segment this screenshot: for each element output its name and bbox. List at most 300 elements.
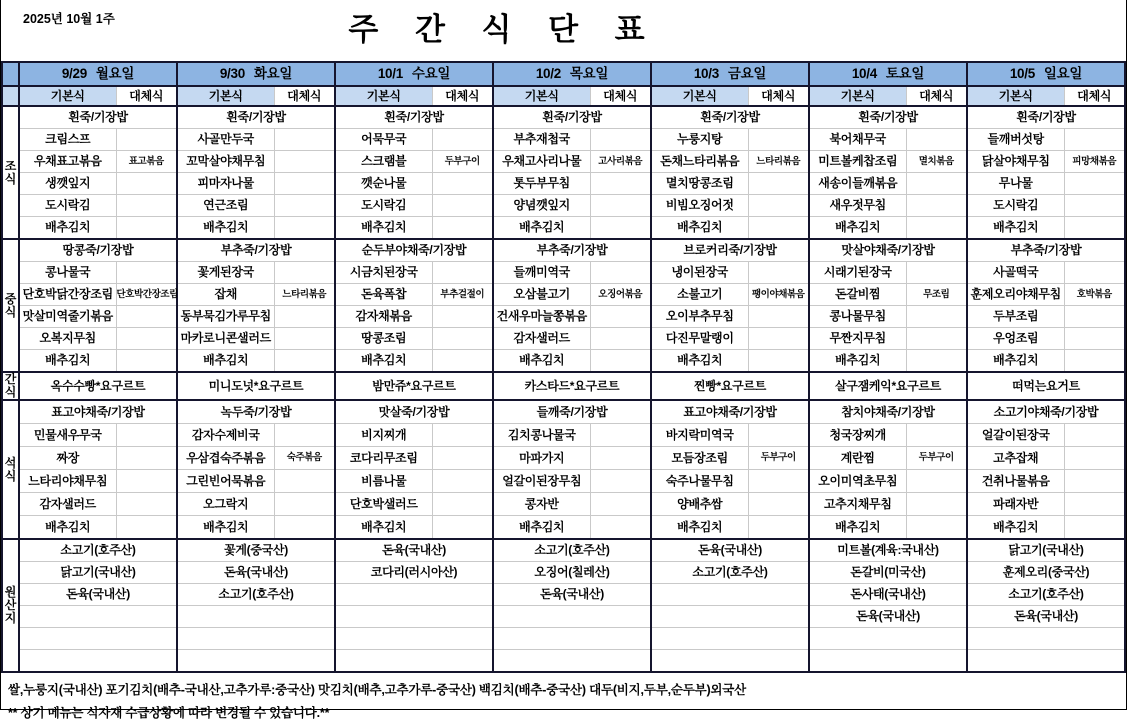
menu-alt-cell — [1064, 306, 1125, 328]
footer-notes — [1, 673, 1126, 725]
meal-section-label: 석식 — [2, 400, 19, 539]
menu-main-cell: 콩나물무침 — [809, 306, 906, 328]
menu-alt-cell — [274, 493, 335, 516]
menu-main-cell: 콩나물국 — [19, 262, 116, 284]
menu-main-cell: 민물새우무국 — [19, 424, 116, 447]
alt-col-header: 대체식 — [432, 86, 493, 106]
menu-main-cell: 마카로니콘샐러드 — [177, 328, 274, 350]
day-header-cell — [177, 62, 335, 86]
origin-cell: 코다리(러시아산) — [335, 562, 493, 584]
alt-col-header: 대체식 — [116, 86, 177, 106]
day-header-cell — [493, 62, 651, 86]
origin-cell — [651, 650, 809, 673]
origin-cell: 돈육(국내산) — [651, 539, 809, 562]
snack-cell: 미니도넛*요구르트 — [177, 372, 335, 400]
menu-alt-cell — [590, 447, 651, 470]
menu-main-cell: 다진무말랭이 — [651, 328, 748, 350]
menu-alt-cell — [906, 195, 967, 217]
corner-subcell — [2, 86, 19, 106]
menu-alt-cell — [906, 516, 967, 540]
menu-alt-cell — [590, 173, 651, 195]
menu-alt-cell — [432, 173, 493, 195]
menu-main-cell: 새송이들깨볶음 — [809, 173, 906, 195]
rice-cell: 흰죽/기장밥 — [19, 106, 177, 129]
menu-main-cell: 배추김치 — [493, 350, 590, 373]
menu-main-cell: 배추김치 — [651, 350, 748, 373]
snack-cell: 밤만쥬*요구르트 — [335, 372, 493, 400]
menu-main-cell: 그린빈어묵볶음 — [177, 470, 274, 493]
menu-main-cell: 고추지채무침 — [809, 493, 906, 516]
menu-alt-cell — [1064, 129, 1125, 151]
menu-main-cell: 건새우마늘쫑볶음 — [493, 306, 590, 328]
menu-alt-cell — [1064, 173, 1125, 195]
menu-alt-cell — [432, 447, 493, 470]
menu-main-cell: 오삼불고기 — [493, 284, 590, 306]
menu-main-cell: 느타리야채무침 — [19, 470, 116, 493]
menu-main-cell: 배추김치 — [493, 217, 590, 240]
menu-alt-cell — [748, 424, 809, 447]
date-label: 10/2 — [535, 65, 561, 81]
origin-cell: 돈육(국내산) — [19, 584, 177, 606]
menu-alt-cell — [1064, 328, 1125, 350]
origin-cell: 돈육(국내산) — [967, 606, 1125, 628]
menu-alt-cell — [906, 217, 967, 240]
menu-alt-cell — [906, 306, 967, 328]
rice-cell: 들깨죽/기장밥 — [493, 400, 651, 424]
origin-cell: 소고기(호주산) — [177, 584, 335, 606]
menu-main-cell: 동부묵김가루무침 — [177, 306, 274, 328]
date-label: 10/5 — [1009, 65, 1035, 81]
menu-alt-cell — [1064, 350, 1125, 373]
menu-alt-cell — [1064, 470, 1125, 493]
menu-alt-cell: 부추걸절이 — [432, 284, 493, 306]
menu-alt-cell: 단호박간장조림 — [116, 284, 177, 306]
alt-col-header: 대체식 — [274, 86, 335, 106]
menu-main-cell: 코다리무조림 — [335, 447, 432, 470]
menu-main-cell: 스크램블 — [335, 151, 432, 173]
menu-alt-cell: 두부구이 — [906, 447, 967, 470]
menu-main-cell: 연근조림 — [177, 195, 274, 217]
menu-alt-cell — [1064, 195, 1125, 217]
alt-col-header: 대체식 — [748, 86, 809, 106]
menu-alt-cell: 무조림 — [906, 284, 967, 306]
menu-alt-cell — [906, 262, 967, 284]
menu-main-cell: 미트볼케찹조림 — [809, 151, 906, 173]
menu-alt-cell: 느타리볶음 — [274, 284, 335, 306]
menu-main-cell: 단호박샐러드 — [335, 493, 432, 516]
day-header-cell — [967, 62, 1125, 86]
menu-alt-cell — [274, 173, 335, 195]
menu-alt-cell — [274, 151, 335, 173]
menu-main-cell: 얼갈이된장무침 — [493, 470, 590, 493]
menu-main-cell: 무짠지무침 — [809, 328, 906, 350]
menu-main-cell: 고추잡채 — [967, 447, 1064, 470]
menu-main-cell: 어묵무국 — [335, 129, 432, 151]
origin-cell: 돈육(국내산) — [493, 584, 651, 606]
menu-alt-cell: 고사리볶음 — [590, 151, 651, 173]
menu-alt-cell — [116, 328, 177, 350]
menu-alt-cell — [1064, 447, 1125, 470]
menu-alt-cell — [116, 424, 177, 447]
menu-alt-cell — [748, 493, 809, 516]
menu-main-cell: 사골떡국 — [967, 262, 1064, 284]
origin-cell — [967, 628, 1125, 650]
meal-section-label: 조식 — [2, 106, 19, 239]
origin-section-label: 원산지 — [2, 539, 19, 672]
origin-cell — [335, 584, 493, 606]
origin-cell: 소고기(호주산) — [651, 562, 809, 584]
menu-alt-cell — [432, 217, 493, 240]
menu-main-cell: 감자채볶음 — [335, 306, 432, 328]
menu-main-cell: 마파가지 — [493, 447, 590, 470]
origin-cell — [335, 650, 493, 673]
menu-main-cell: 닭살야채무침 — [967, 151, 1064, 173]
menu-main-cell: 모듬장조림 — [651, 447, 748, 470]
day-header-cell — [19, 62, 177, 86]
menu-main-cell: 땅콩조림 — [335, 328, 432, 350]
menu-main-cell: 냉이된장국 — [651, 262, 748, 284]
rice-cell: 흰죽/기장밥 — [335, 106, 493, 129]
menu-main-cell: 숙주나물무침 — [651, 470, 748, 493]
menu-main-cell: 북어채무국 — [809, 129, 906, 151]
day-header-cell — [651, 62, 809, 86]
rice-cell: 땅콩죽/기장밥 — [19, 239, 177, 262]
origin-cell: 소고기(호주산) — [19, 539, 177, 562]
date-label: 9/30 — [219, 65, 245, 81]
menu-main-cell: 배추김치 — [651, 516, 748, 540]
menu-alt-cell — [906, 328, 967, 350]
menu-main-cell: 피마자나물 — [177, 173, 274, 195]
menu-alt-cell — [432, 516, 493, 540]
menu-alt-cell — [590, 424, 651, 447]
menu-main-cell: 시금치된장국 — [335, 262, 432, 284]
menu-main-cell: 배추김치 — [335, 350, 432, 373]
menu-alt-cell — [906, 350, 967, 373]
origin-cell — [335, 606, 493, 628]
base-col-header: 기본식 — [651, 86, 748, 106]
menu-main-cell: 배추김치 — [809, 516, 906, 540]
menu-alt-cell — [432, 328, 493, 350]
rice-cell: 부추죽/기장밥 — [177, 239, 335, 262]
menu-alt-cell — [906, 129, 967, 151]
menu-main-cell: 짜장 — [19, 447, 116, 470]
footer-change-note: ** 상기 메뉴는 식자재 수급상황에 따라 변경될 수 있습니다.** — [8, 706, 330, 720]
menu-main-cell: 배추김치 — [335, 217, 432, 240]
weekday-label: 수요일 — [411, 65, 451, 81]
menu-main-cell: 우엉조림 — [967, 328, 1064, 350]
base-col-header: 기본식 — [19, 86, 116, 106]
menu-alt-cell — [274, 328, 335, 350]
menu-alt-cell — [590, 262, 651, 284]
rice-cell: 흰죽/기장밥 — [177, 106, 335, 129]
date-label: 10/3 — [693, 65, 719, 81]
menu-alt-cell — [590, 350, 651, 373]
menu-main-cell: 맛살미역줄기볶음 — [19, 306, 116, 328]
menu-main-cell: 배추김치 — [809, 350, 906, 373]
snack-cell: 떠먹는요거트 — [967, 372, 1125, 400]
menu-main-cell: 얼갈이된장국 — [967, 424, 1064, 447]
menu-alt-cell — [590, 217, 651, 240]
day-header-cell — [335, 62, 493, 86]
menu-alt-cell — [1064, 262, 1125, 284]
origin-cell: 돈육(국내산) — [809, 606, 967, 628]
menu-main-cell: 우삼겹숙주볶음 — [177, 447, 274, 470]
rice-cell: 흰죽/기장밥 — [809, 106, 967, 129]
menu-alt-cell — [1064, 217, 1125, 240]
base-col-header: 기본식 — [177, 86, 274, 106]
origin-cell: 소고기(호주산) — [967, 584, 1125, 606]
week-label: 2025년 10월 1주 — [23, 12, 115, 26]
date-label: 9/29 — [61, 65, 87, 81]
origin-cell — [809, 628, 967, 650]
menu-alt-cell — [116, 306, 177, 328]
menu-alt-cell — [116, 350, 177, 373]
menu-main-cell: 소불고기 — [651, 284, 748, 306]
menu-alt-cell — [116, 129, 177, 151]
rice-cell: 표고야채죽/기장밥 — [651, 400, 809, 424]
menu-alt-cell: 팽이야채볶음 — [748, 284, 809, 306]
menu-main-cell: 꽃게된장국 — [177, 262, 274, 284]
menu-alt-cell — [274, 470, 335, 493]
origin-cell: 미트볼(계육:국내산) — [809, 539, 967, 562]
snack-cell: 살구잼케익*요구르트 — [809, 372, 967, 400]
menu-main-cell: 배추김치 — [177, 350, 274, 373]
day-header-cell — [809, 62, 967, 86]
menu-alt-cell — [432, 306, 493, 328]
origin-cell — [177, 650, 335, 673]
menu-alt-cell — [590, 306, 651, 328]
menu-alt-cell — [274, 262, 335, 284]
menu-main-cell: 두부조림 — [967, 306, 1064, 328]
menu-alt-cell — [748, 350, 809, 373]
menu-alt-cell — [748, 195, 809, 217]
date-label: 10/1 — [377, 65, 403, 81]
menu-alt-cell: 표고볶음 — [116, 151, 177, 173]
menu-main-cell: 들깨버섯탕 — [967, 129, 1064, 151]
menu-alt-cell — [274, 217, 335, 240]
table-body — [2, 62, 1125, 672]
weekday-label: 목요일 — [569, 65, 609, 81]
snack-cell: 옥수수빵*요구르트 — [19, 372, 177, 400]
menu-main-cell: 배추김치 — [493, 516, 590, 540]
footer-origin-note: 쌀,누룽지(국내산) 포기김치(배추-국내산,고추가루:중국산) 맛김치(배추,고추가루-중국산) 백김치(배추-중국산) 대두(비지,두부,순두부)외국산 — [8, 683, 747, 697]
menu-main-cell: 사골만두국 — [177, 129, 274, 151]
meal-section-label: 간식 — [2, 372, 19, 400]
menu-alt-cell — [274, 516, 335, 540]
menu-alt-cell — [432, 493, 493, 516]
origin-cell: 닭고기(국내산) — [19, 562, 177, 584]
rice-cell: 부추죽/기장밥 — [493, 239, 651, 262]
rice-cell: 녹두죽/기장밥 — [177, 400, 335, 424]
menu-main-cell: 부추재첩국 — [493, 129, 590, 151]
weekday-label: 금요일 — [727, 65, 767, 81]
menu-main-cell: 도시락김 — [19, 195, 116, 217]
menu-main-cell: 감자샐러드 — [19, 493, 116, 516]
origin-cell: 꽃게(중국산) — [177, 539, 335, 562]
menu-main-cell: 오복지무침 — [19, 328, 116, 350]
menu-alt-cell — [590, 493, 651, 516]
menu-alt-cell — [274, 424, 335, 447]
menu-alt-cell — [432, 350, 493, 373]
menu-alt-cell — [116, 493, 177, 516]
menu-main-cell: 건취나물볶음 — [967, 470, 1064, 493]
menu-alt-cell — [748, 516, 809, 540]
menu-alt-cell — [116, 516, 177, 540]
origin-cell — [177, 606, 335, 628]
date-label: 10/4 — [851, 65, 877, 81]
menu-alt-cell — [590, 129, 651, 151]
menu-main-cell: 배추김치 — [19, 217, 116, 240]
menu-main-cell: 오이부추무침 — [651, 306, 748, 328]
menu-main-cell: 단호박닭간장조림 — [19, 284, 116, 306]
base-col-header: 기본식 — [967, 86, 1064, 106]
origin-cell: 오징어(칠레산) — [493, 562, 651, 584]
menu-main-cell: 멸치땅콩조림 — [651, 173, 748, 195]
menu-alt-cell — [748, 262, 809, 284]
weekday-label: 화요일 — [253, 65, 293, 81]
menu-alt-cell — [906, 173, 967, 195]
origin-cell — [493, 628, 651, 650]
menu-alt-cell — [1064, 424, 1125, 447]
origin-cell — [493, 606, 651, 628]
menu-alt-cell — [590, 516, 651, 540]
menu-main-cell: 배추김치 — [335, 516, 432, 540]
menu-main-cell: 크림스프 — [19, 129, 116, 151]
menu-main-cell: 무나물 — [967, 173, 1064, 195]
origin-cell: 돈육(국내산) — [335, 539, 493, 562]
page-header — [1, 0, 1126, 61]
menu-alt-cell: 오징어볶음 — [590, 284, 651, 306]
menu-table — [1, 61, 1126, 673]
menu-main-cell: 오이미역초무침 — [809, 470, 906, 493]
menu-main-cell: 김치콩나물국 — [493, 424, 590, 447]
menu-main-cell: 비빔오징어젓 — [651, 195, 748, 217]
menu-alt-cell — [274, 306, 335, 328]
alt-col-header: 대체식 — [590, 86, 651, 106]
menu-alt-cell: 두부구이 — [432, 151, 493, 173]
menu-alt-cell — [116, 195, 177, 217]
origin-cell — [809, 650, 967, 673]
origin-cell — [19, 650, 177, 673]
menu-alt-cell: 피망채볶음 — [1064, 151, 1125, 173]
menu-alt-cell — [1064, 516, 1125, 540]
menu-alt-cell — [116, 173, 177, 195]
menu-main-cell: 오그락지 — [177, 493, 274, 516]
origin-cell — [651, 584, 809, 606]
menu-main-cell: 배추김치 — [967, 516, 1064, 540]
rice-cell: 흰죽/기장밥 — [651, 106, 809, 129]
menu-alt-cell — [432, 424, 493, 447]
menu-main-cell: 감자수제비국 — [177, 424, 274, 447]
origin-cell — [19, 606, 177, 628]
menu-main-cell: 양념깻잎지 — [493, 195, 590, 217]
menu-main-cell: 생깻잎지 — [19, 173, 116, 195]
weekday-label: 월요일 — [95, 65, 135, 81]
menu-main-cell: 돈육폭찹 — [335, 284, 432, 306]
menu-alt-cell — [432, 470, 493, 493]
alt-col-header: 대체식 — [1064, 86, 1125, 106]
menu-alt-cell — [590, 328, 651, 350]
menu-alt-cell — [748, 217, 809, 240]
menu-main-cell: 양배추쌈 — [651, 493, 748, 516]
menu-alt-cell — [906, 424, 967, 447]
menu-main-cell: 배추김치 — [967, 350, 1064, 373]
menu-alt-cell — [590, 470, 651, 493]
rice-cell: 표고야채죽/기장밥 — [19, 400, 177, 424]
menu-alt-cell — [906, 470, 967, 493]
origin-cell: 소고기(호주산) — [493, 539, 651, 562]
menu-main-cell: 배추김치 — [19, 516, 116, 540]
menu-alt-cell: 느타리볶음 — [748, 151, 809, 173]
rice-cell: 흰죽/기장밥 — [493, 106, 651, 129]
menu-alt-cell — [748, 470, 809, 493]
menu-main-cell: 배추김치 — [177, 217, 274, 240]
rice-cell: 순두부야채죽/기장밥 — [335, 239, 493, 262]
rice-cell: 맛살야채죽/기장밥 — [809, 239, 967, 262]
menu-main-cell: 돈채느타리볶음 — [651, 151, 748, 173]
menu-main-cell: 들깨미역국 — [493, 262, 590, 284]
menu-alt-cell — [748, 129, 809, 151]
menu-alt-cell — [748, 173, 809, 195]
rice-cell: 부추죽/기장밥 — [967, 239, 1125, 262]
menu-alt-cell — [1064, 493, 1125, 516]
base-col-header: 기본식 — [493, 86, 590, 106]
rice-cell: 흰죽/기장밥 — [967, 106, 1125, 129]
menu-main-cell: 시래기된장국 — [809, 262, 906, 284]
menu-alt-cell — [274, 350, 335, 373]
menu-main-cell: 배추김치 — [19, 350, 116, 373]
menu-alt-cell — [432, 195, 493, 217]
menu-alt-cell — [116, 447, 177, 470]
page-title: 주 간 식 단 표 — [348, 12, 659, 47]
menu-main-cell: 돈갈비찜 — [809, 284, 906, 306]
snack-cell: 카스타드*요구르트 — [493, 372, 651, 400]
menu-main-cell: 새우젓무침 — [809, 195, 906, 217]
menu-main-cell: 배추김치 — [809, 217, 906, 240]
menu-main-cell: 우채고사리나물 — [493, 151, 590, 173]
menu-main-cell: 파래자반 — [967, 493, 1064, 516]
origin-cell — [651, 606, 809, 628]
corner-cell — [2, 62, 19, 86]
menu-alt-cell — [432, 262, 493, 284]
menu-alt-cell: 두부구이 — [748, 447, 809, 470]
weekday-label: 토요일 — [885, 65, 925, 81]
menu-main-cell: 톳두부무침 — [493, 173, 590, 195]
menu-main-cell: 배추김치 — [177, 516, 274, 540]
menu-main-cell: 감자샐러드 — [493, 328, 590, 350]
weekday-label: 일요일 — [1043, 65, 1083, 81]
menu-alt-cell — [590, 195, 651, 217]
menu-alt-cell — [116, 262, 177, 284]
menu-main-cell: 배추김치 — [967, 217, 1064, 240]
origin-cell — [493, 650, 651, 673]
menu-alt-cell — [116, 470, 177, 493]
menu-main-cell: 청국장찌개 — [809, 424, 906, 447]
menu-alt-cell: 멸치볶음 — [906, 151, 967, 173]
menu-main-cell: 도시락김 — [335, 195, 432, 217]
origin-cell — [967, 650, 1125, 673]
origin-cell: 돈육(국내산) — [177, 562, 335, 584]
menu-main-cell: 꼬막살야채무침 — [177, 151, 274, 173]
menu-alt-cell — [274, 195, 335, 217]
menu-alt-cell — [748, 328, 809, 350]
origin-cell: 닭고기(국내산) — [967, 539, 1125, 562]
rice-cell: 브로커리죽/기장밥 — [651, 239, 809, 262]
origin-cell: 훈제오리(중국산) — [967, 562, 1125, 584]
alt-col-header: 대체식 — [906, 86, 967, 106]
menu-alt-cell — [116, 217, 177, 240]
origin-cell — [651, 628, 809, 650]
